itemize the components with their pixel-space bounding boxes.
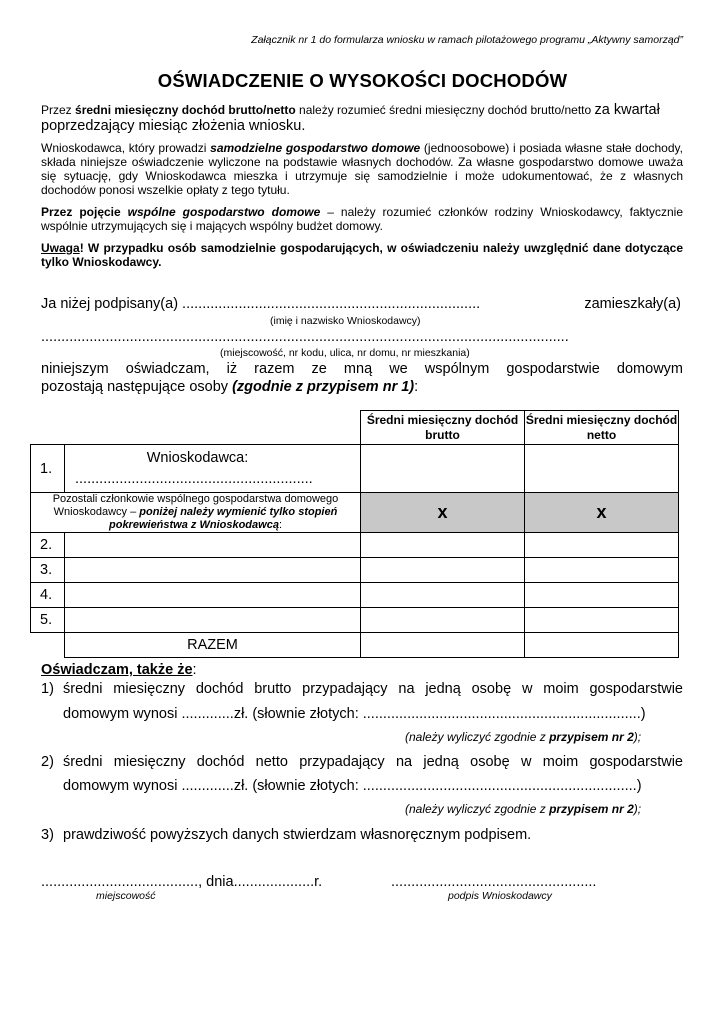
row-number: 4. (31, 583, 65, 608)
statement-1-note (405, 730, 641, 744)
text: ); (633, 730, 642, 744)
total-label: RAZEM (65, 633, 361, 658)
member-netto-field[interactable] (525, 583, 679, 608)
text: Ja niżej podpisany(a) .......................................................................... (41, 296, 481, 312)
statement-1-number: 1) (41, 681, 54, 697)
statements-heading (41, 662, 197, 678)
statement-1-line-1: średni miesięczny dochód brutto przypadający na jedną osobę w moim gospodarstwie (63, 681, 683, 697)
text: pozostają następujące osoby (41, 379, 233, 395)
text-bold: przypisem nr 2 (549, 802, 634, 816)
definition-shared-household (41, 205, 683, 233)
text: należy rozumieć średni miesięczny dochód brutto/netto (295, 103, 595, 117)
member-brutto-field[interactable] (361, 608, 525, 633)
statement-2-line-1: średni miesięczny dochód netto przypadający na jedną osobę w moim gospodarstwie (63, 754, 683, 770)
name-caption: (imię i nazwisko Wnioskodawcy) (270, 315, 421, 327)
column-header-netto: Średni miesięczny dochód netto (525, 411, 679, 445)
x-mark-netto: x (525, 493, 679, 533)
warning-label: Uwaga (41, 241, 80, 255)
applicant-label: Wnioskodawca: (146, 449, 249, 466)
attachment-header: Załącznik nr 1 do formularza wniosku w ramach pilotażowego programu „Aktywny samorząd” (251, 34, 683, 46)
definition-own-household (41, 141, 683, 197)
row-number: 1. (31, 445, 65, 493)
text-bold: Przez pojęcie (41, 205, 128, 219)
text-bold-italic: wspólne gospodarstwo domowe (127, 205, 321, 219)
member-brutto-field[interactable] (361, 583, 525, 608)
member-relation-field[interactable] (65, 608, 361, 633)
text: (należy wyliczyć zgodnie z (405, 730, 550, 744)
text: : (278, 519, 282, 531)
definition-income (41, 103, 683, 136)
member-brutto-field[interactable] (361, 533, 525, 558)
declaration-text: niniejszym oświadczam, iż razem ze mną we wspólnym gospodarstwie domowym (41, 361, 683, 377)
statement-3-number: 3) (41, 827, 54, 843)
applicant-cell (65, 445, 361, 493)
column-header-brutto: Średni miesięczny dochód brutto (361, 411, 525, 445)
household-income-table (30, 410, 679, 658)
member-brutto-field[interactable] (361, 558, 525, 583)
text: (jednoosobowe) i posiada własne stałe dochody, składa niniejsze oświadczenie wyliczone na podstawie własnych dochodów. Za własne gospodarstwo domowe uważa się sytuację, gdy Wnioskodawca mieszka i utrzymuje się samodzielnie i może udokumentować, że z własnych dochodów ponosi wszelkie opłaty z tego tytułu. (41, 141, 683, 197)
text-bold-italic: samodzielne gospodarstwo domowe (210, 141, 421, 155)
x-mark-brutto: x (361, 493, 525, 533)
text-bold-italic: poniżej należy wymienić tylko stopień pokrewieństwa z Wnioskodawcą (109, 506, 338, 531)
text: Przez (41, 103, 76, 117)
applicant-name-field[interactable]: ........................................................... (75, 470, 313, 487)
total-netto-field[interactable] (525, 633, 679, 658)
text-bold: przypisem nr 2 (549, 730, 634, 744)
address-caption: (miejscowość, nr kodu, ulica, nr domu, nr mieszkania) (220, 347, 470, 359)
text: (należy wyliczyć zgodnie z (405, 802, 550, 816)
document-title: OŚWIADCZENIE O WYSOKOŚCI DOCHODÓW (157, 70, 568, 91)
member-netto-field[interactable] (525, 608, 679, 633)
text: : (192, 662, 197, 678)
row-number: 2. (31, 533, 65, 558)
text: ! W przypadku osób samodzielnie gospodarujących, w oświadczeniu należy uwzględnić dane dotyczące tylko Wnioskodawcy. (41, 241, 683, 269)
address-line: ................................................................................................................................... (41, 329, 569, 345)
statement-3-text: prawdziwość powyższych danych stwierdzam własnoręcznym podpisem. (63, 827, 532, 843)
statement-2-line-2[interactable]: domowym wynosi .............zł. (słownie złotych: ....................................................................) (63, 778, 642, 794)
text-bold-italic: (zgodnie z przypisem nr 1) (232, 379, 415, 395)
text: zamieszkały(a) (584, 296, 681, 312)
applicant-brutto-field[interactable] (361, 445, 525, 493)
total-brutto-field[interactable] (361, 633, 525, 658)
text: : (414, 379, 419, 395)
member-netto-field[interactable] (525, 558, 679, 583)
row-number: 5. (31, 608, 65, 633)
table-empty-cell (31, 633, 65, 658)
text: Oświadczam, także że (41, 662, 193, 678)
place-date-field[interactable]: ......................................., dnia....................r. (41, 874, 323, 890)
applicant-netto-field[interactable] (525, 445, 679, 493)
text: Pozostali członkowie wspólnego gospodarstwa domowego Wnioskodawcy – (52, 493, 339, 518)
members-header-cell (31, 493, 361, 533)
member-netto-field[interactable] (525, 533, 679, 558)
row-number: 3. (31, 558, 65, 583)
member-relation-field[interactable] (65, 583, 361, 608)
text: Wnioskodawca, który prowadzi (41, 141, 211, 155)
warning-note (41, 241, 683, 269)
text: ); (633, 802, 642, 816)
member-relation-field[interactable] (65, 533, 361, 558)
place-caption: miejscowość (96, 890, 156, 902)
text-bold: średni miesięczny dochód brutto/netto (75, 103, 296, 117)
text: za kwartał (594, 102, 660, 118)
member-relation-field[interactable] (65, 558, 361, 583)
table-empty-corner (31, 411, 361, 445)
statement-2-number: 2) (41, 754, 54, 770)
statement-2-note (405, 802, 641, 816)
text: poprzedzający miesiąc złożenia wniosku. (41, 118, 306, 134)
declaration-text-2 (41, 379, 418, 395)
statement-1-line-2[interactable]: domowym wynosi .............zł. (słownie złotych: .....................................................................) (63, 706, 646, 722)
signature-field[interactable]: ................................................... (391, 874, 597, 890)
declarant-name-line (41, 296, 681, 312)
text: – należy rozumieć członków rodziny Wnioskodawcy, faktycznie wspólnie utrzymujących się i mających wspólny budżet domowy. (41, 205, 683, 233)
signature-caption: podpis Wnioskodawcy (448, 890, 552, 902)
